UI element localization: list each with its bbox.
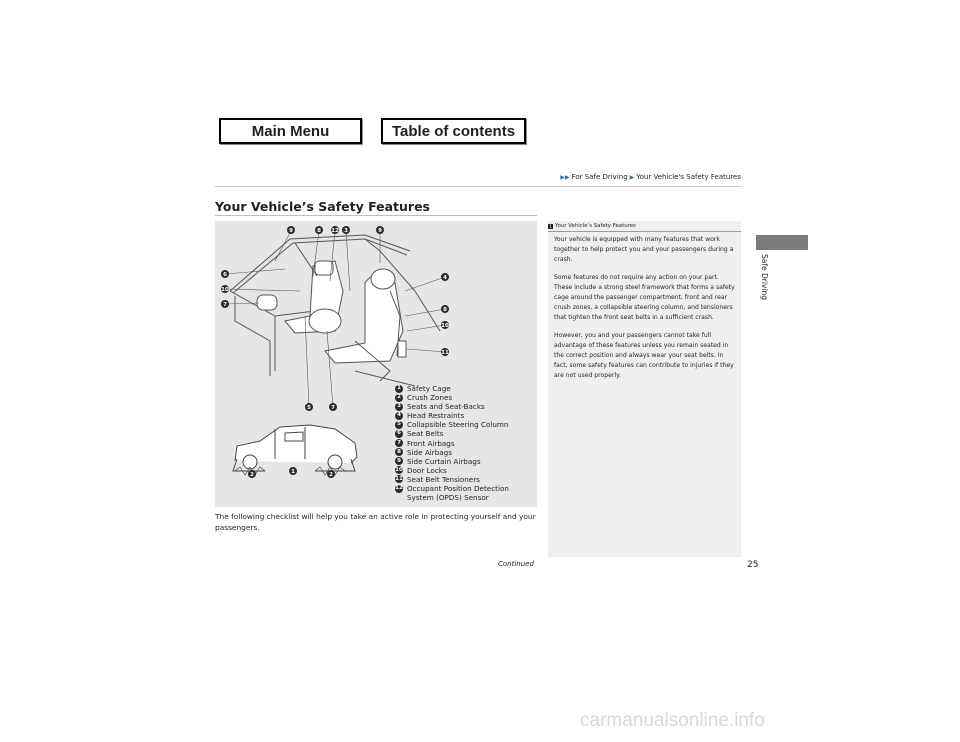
callout-5	[305, 403, 313, 411]
sidebar-body	[554, 235, 738, 389]
callout-2b	[327, 470, 335, 478]
svg-text:9: 9	[378, 228, 382, 234]
legend-item: 7 Front Airbags	[395, 439, 517, 448]
legend-item: 12 Occupant Position Detection System (OPDS) Sensor	[395, 484, 509, 503]
svg-text:1: 1	[291, 469, 295, 475]
breadcrumb-arrow-icon: ▶▶	[560, 173, 570, 181]
callout-7	[221, 300, 229, 308]
breadcrumb-level-1[interactable]: For Safe Driving	[571, 173, 628, 181]
svg-text:10: 10	[221, 287, 229, 293]
callout-12	[331, 226, 339, 234]
feature-legend	[395, 384, 517, 502]
callout-9b	[376, 226, 384, 234]
svg-text:12: 12	[331, 228, 339, 234]
legend-item: 8 Side Airbags	[395, 448, 517, 457]
callout-4	[441, 273, 449, 281]
svg-text:6: 6	[223, 272, 227, 278]
svg-text:10: 10	[441, 323, 449, 329]
svg-text:7: 7	[223, 302, 227, 308]
sidebar-paragraph: However, you and your passengers cannot take full advantage of these features unless you remain seated in the correct position and always wear your seat belts. In fact, some safety features can contribute to injuries if they are not used properly.	[554, 332, 734, 379]
watermark: carmanualsonline.info	[580, 710, 765, 731]
breadcrumb-level-2: Your Vehicle's Safety Features	[636, 173, 741, 181]
safety-features-illustration	[215, 221, 537, 507]
callout-8	[315, 226, 323, 234]
title-divider	[215, 215, 537, 216]
callout-2	[248, 470, 256, 478]
legend-item: 4 Head Restraints	[395, 411, 517, 420]
sidebar-paragraph: Your vehicle is equipped with many features that work together to help protect you and your passengers during a crash.	[554, 236, 734, 263]
legend-item: 6 Seat Belts	[395, 429, 517, 438]
svg-text:2: 2	[250, 472, 254, 478]
svg-text:4: 4	[443, 275, 447, 281]
legend-item: 11 Seat Belt Tensioners	[395, 474, 480, 484]
header-divider	[215, 186, 741, 187]
callout-8b	[441, 305, 449, 313]
callout-10	[441, 321, 449, 329]
sidebar-note	[548, 221, 741, 557]
svg-text:5: 5	[307, 405, 311, 411]
continued-label: Continued	[498, 560, 534, 568]
svg-text:2: 2	[329, 472, 333, 478]
svg-text:7: 7	[331, 405, 335, 411]
svg-text:3: 3	[344, 228, 348, 234]
note-icon: 1	[549, 223, 552, 229]
legend-item: 3 Seats and Seat-Backs	[395, 402, 517, 411]
page-title: Your Vehicle’s Safety Features	[215, 199, 431, 214]
callout-3	[342, 226, 350, 234]
callout-7b	[329, 403, 337, 411]
body-paragraph: The following checklist will help you take an active role in protecting yourself and your passengers.	[215, 512, 536, 532]
legend-item: 1 Safety Cage	[395, 384, 517, 393]
callout-9	[287, 226, 295, 234]
sidebar-paragraph: Some features do not require any action on your part. These include a strong steel framework that forms a safety cage around the passenger compartment, front and rear crush zones, a collapsible steering column, and tensioners that tighten the front seat belts in a sufficient crash.	[554, 274, 735, 321]
section-tab	[756, 235, 808, 250]
svg-text:9: 9	[289, 228, 293, 234]
svg-text:8: 8	[443, 307, 447, 313]
section-label: Safe Driving	[760, 254, 769, 300]
main-menu-button[interactable]: Main Menu	[219, 118, 362, 144]
callout-11	[441, 348, 449, 356]
callout-10b	[221, 285, 229, 293]
sidebar-heading: 1 Your Vehicle’s Safety Features	[548, 221, 741, 232]
page-number: 25	[747, 560, 759, 570]
callout-1	[289, 467, 297, 475]
breadcrumb-arrow-icon: ▶	[629, 173, 635, 181]
legend-item: 10 Door Locks	[395, 465, 447, 475]
svg-text:11: 11	[441, 350, 449, 356]
legend-item: 5 Collapsible Steering Column	[395, 420, 517, 429]
svg-text:8: 8	[317, 228, 321, 234]
breadcrumb	[560, 173, 741, 181]
legend-item: 9 Side Curtain Airbags	[395, 457, 517, 466]
legend-item: 2 Crush Zones	[395, 393, 517, 402]
table-of-contents-button[interactable]: Table of contents	[381, 118, 526, 144]
callout-6	[221, 270, 229, 278]
